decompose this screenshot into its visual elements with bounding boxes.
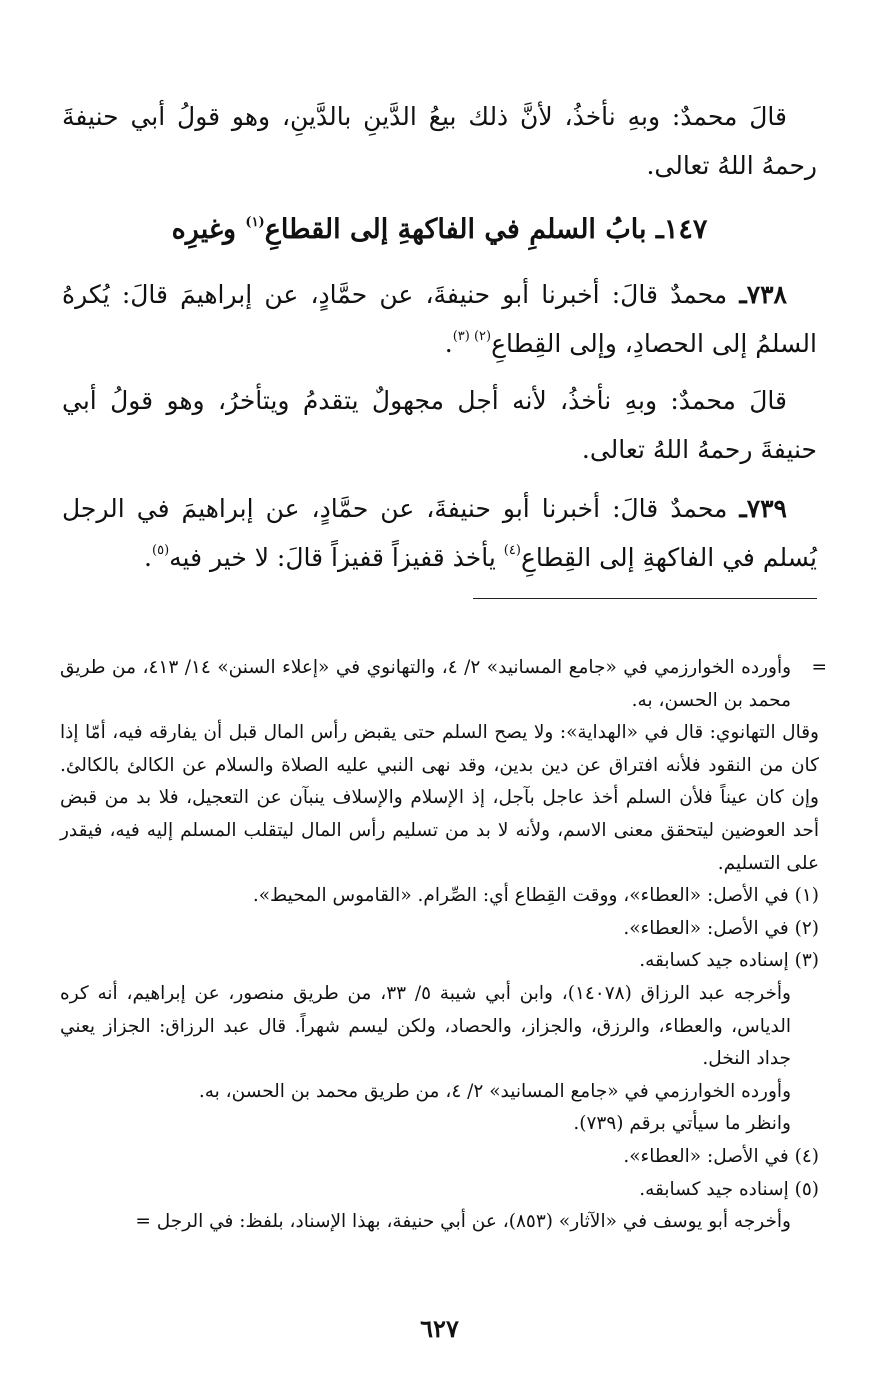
footnotes-section xyxy=(60,652,827,1239)
hadith-739 xyxy=(62,484,817,582)
hadith-text-739-a: محمدٌ قالَ: أخبرنا أبو حنيفةَ، عن حمَّادٍ، عن إبراهيمَ في الرجل يُسلم في الفاكهةِ إلى القِطاعِ xyxy=(62,494,817,572)
hadith-738 xyxy=(62,270,817,368)
chapter-title: بابُ السلمِ في الفاكهةِ إلى القطاعِ xyxy=(264,214,656,245)
footnote-3-detail-b: وأورده الخوارزمي في «جامع المسانيد» ٢/ ٤، من طريق محمد بن الحسن، به. xyxy=(198,1080,791,1102)
hadith-dash-739: ـ xyxy=(739,494,747,523)
continuation-mark: = xyxy=(811,657,827,678)
chapter-title-tail: وغيرِه xyxy=(171,214,246,245)
chapter-dash: ـ xyxy=(655,214,664,245)
footnote-5-detail: وأخرجه أبو يوسف في «الآثار» (٨٥٣)، عن أبي حنيفة، بهذا الإسناد، بلفظ: في الرجل = xyxy=(135,1211,791,1233)
hadith-end-739: . xyxy=(144,543,152,572)
hadith-dash-738: ـ xyxy=(739,280,747,309)
footnote-5: (٥) إسناده جيد كسابقه. xyxy=(639,1178,819,1200)
footnote-4: (٤) في الأصل: «العطاء». xyxy=(623,1145,819,1167)
hadith-text-738: محمدٌ قالَ: أخبرنا أبو حنيفةَ، عن حمَّادٍ، عن إبراهيمَ قالَ: يُكرهُ السلمُ إلى الحصادِ، وإلى القِطاعِ xyxy=(62,280,817,358)
page-number: ٦٢٧ xyxy=(420,1314,459,1343)
footnote-ref-5: (٥) xyxy=(152,543,170,558)
footnote-continuation xyxy=(60,652,827,717)
hadith-number-739: ٧٣٩ xyxy=(746,494,787,523)
footnote-2: (٢) في الأصل: «العطاء». xyxy=(623,917,819,939)
hadith-text-739-b: يأخذ قفيزاً قفيزاً قالَ: لا خير فيه xyxy=(169,543,504,572)
chapter-heading xyxy=(62,208,817,252)
footnote-1: (١) في الأصل: «العطاء»، ووقت القِطاع أي: الصِّرام. «القاموس المحيط». xyxy=(252,885,819,907)
footnote-3-detail-a: وأخرجه عبد الرزاق (١٤٠٧٨)، وابن أبي شيبة ٥/ ٣٣، من طريق منصور، عن إبراهيم، أنه كره الدياس، والعطاء، والرزق، والجزاز، والحصاد، ولكن ليسم شهراً. قال عبد الرزاق: الجزاز يعني جداد النخل. xyxy=(60,982,791,1070)
footnote-continuation-text: وأورده الخوارزمي في «جامع المسانيد» ٢/ ٤، والتهانوي في «إعلاء السنن» ١٤/ ٤١٣، من طريق محمد بن الحسن، به. xyxy=(60,657,792,711)
footnote-ref-2-3: (٢) (٣) xyxy=(452,329,492,344)
commentary-738: قالَ محمدٌ: وبهِ نأخذُ، لأنه أجل مجهولٌ يتقدمُ ويتأخرُ، وهو قولُ أبي حنيفةَ رحمهُ اللهُ تعالى. xyxy=(62,386,817,464)
hadith-number-738: ٧٣٨ xyxy=(746,280,787,309)
footnote-ref-4: (٤) xyxy=(503,543,521,558)
chapter-number: ١٤٧ xyxy=(663,214,708,245)
footnote-3-detail-c: وانظر ما سيأتي برقم (٧٣٩). xyxy=(573,1113,791,1135)
footnote-separator-rule xyxy=(473,598,817,599)
footnote-tahanawi-quote: وقال التهانوي: قال في «الهداية»: ولا يصح السلم حتى يقبض رأس المال قبل أن يفارقه فيه، أمّا إذا كان من النقود فلأنه افتراق عن دين بدين، وقد نهى النبي عليه الصلاة والسلام عن الكالئ بالكالئ. وإن كان عيناً فلأن السلم أخذ عاجل بآجل، إذ الإسلام والإسلاف ينبآن عن التعجيل، فلا بد من قبض أحد العوضين ليتحقق معنى الاسم، ولأنه لا بد من تسليم رأس المال ليتقلب المسلم إليه فيه، فيقدر على التسليم. xyxy=(60,722,819,874)
hadith-end-738: . xyxy=(444,329,453,358)
footnote-3: (٣) إسناده جيد كسابقه. xyxy=(639,950,819,972)
footnote-ref-1: (١) xyxy=(245,215,265,230)
commentary-paragraph-top: قالَ محمدٌ: وبهِ نأخذُ، لأنَّ ذلك بيعُ الدَّينِ بالدَّينِ، وهو قولُ أبي حنيفةَ رحمهُ اللهُ تعالى. xyxy=(62,102,817,180)
